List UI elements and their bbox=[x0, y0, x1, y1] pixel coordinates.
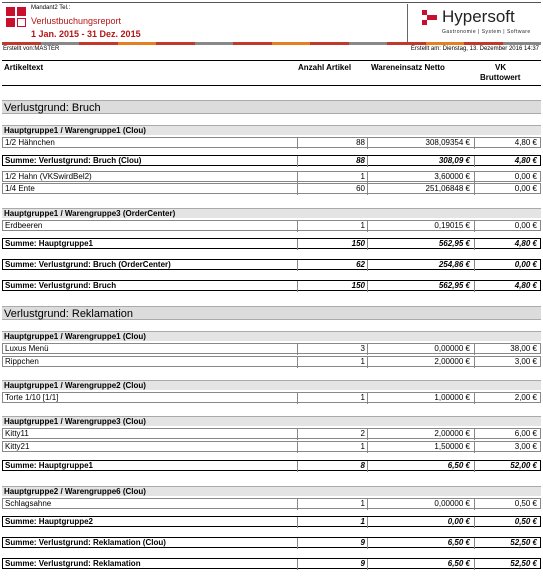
stripe-segment bbox=[156, 42, 195, 45]
cell-name: 1/4 Ente bbox=[5, 184, 35, 193]
header-top-line bbox=[2, 2, 541, 3]
hypersoft-logo bbox=[407, 4, 541, 42]
column-header bbox=[2, 60, 541, 86]
cell-name: Summe: Hauptgruppe1 bbox=[5, 239, 94, 248]
cell-netto: 2,00000 € bbox=[367, 357, 474, 368]
created-by: Erstellt von:MASTER bbox=[3, 46, 60, 52]
cell-netto: 1,50000 € bbox=[367, 442, 474, 453]
stripe-segment bbox=[272, 42, 311, 45]
group-header: Hauptgruppe1 / Warengruppe1 (Clou) bbox=[2, 125, 541, 135]
cell-anzahl: 150 bbox=[297, 239, 367, 250]
cell-netto: 254,86 € bbox=[367, 260, 474, 271]
cell-netto: 1,00000 € bbox=[367, 393, 474, 404]
cell-vk: 0,00 € bbox=[474, 172, 540, 183]
cell-netto: 308,09 € bbox=[367, 156, 474, 167]
cell-name: Summe: Verlustgrund: Bruch bbox=[5, 281, 117, 290]
table-row bbox=[2, 498, 541, 509]
table-row bbox=[2, 392, 541, 403]
cell-netto: 6,50 € bbox=[367, 461, 474, 472]
table-row bbox=[2, 137, 541, 148]
cell-name: Summe: Hauptgruppe1 bbox=[5, 461, 94, 470]
cell-name: Kitty21 bbox=[5, 442, 30, 451]
cell-name: Summe: Verlustgrund: Bruch (Clou) bbox=[5, 156, 142, 165]
summary-row bbox=[2, 460, 541, 471]
created-at: Erstellt am: Dienstag, 13. Dezember 2016 14:37 bbox=[410, 46, 539, 52]
report-title: Verlustbuchungsreport bbox=[31, 16, 122, 26]
group-header: Hauptgruppe1 / Warengruppe3 (OrderCenter) bbox=[2, 208, 541, 218]
cell-vk: 52,00 € bbox=[474, 461, 540, 472]
section-header: Verlustgrund: Bruch bbox=[2, 100, 541, 114]
group-header: Hauptgruppe1 / Warengruppe2 (Clou) bbox=[2, 380, 541, 390]
cell-vk: 4,80 € bbox=[474, 281, 540, 292]
cell-name: 1/2 Hahn (VKSwirdBel2) bbox=[5, 172, 92, 181]
cell-netto: 0,19015 € bbox=[367, 221, 474, 232]
stripe-segment bbox=[426, 42, 465, 45]
summary-row bbox=[2, 280, 541, 291]
cell-netto: 0,00000 € bbox=[367, 499, 474, 510]
cell-netto: 0,00000 € bbox=[367, 344, 474, 355]
cell-vk: 4,80 € bbox=[474, 156, 540, 167]
table-row bbox=[2, 356, 541, 367]
mandant-label: Mandant2 Tel.: bbox=[31, 5, 71, 11]
cell-anzahl: 3 bbox=[297, 344, 367, 355]
logo-tagline: Gastronomie | System | Software bbox=[442, 29, 531, 35]
col-anzahl: Anzahl Artikel bbox=[298, 63, 352, 72]
cell-anzahl: 62 bbox=[297, 260, 367, 271]
cell-netto: 562,95 € bbox=[367, 239, 474, 250]
stripe-segment bbox=[233, 42, 272, 45]
cell-name: Summe: Verlustgrund: Bruch (OrderCenter) bbox=[5, 260, 171, 269]
cell-vk: 52,50 € bbox=[474, 538, 540, 549]
section-header: Verlustgrund: Reklamation bbox=[2, 306, 541, 320]
table-row bbox=[2, 183, 541, 194]
cell-anzahl: 8 bbox=[297, 461, 367, 472]
stripe-segment bbox=[349, 42, 388, 45]
stripe-segment bbox=[195, 42, 234, 45]
report-header bbox=[2, 2, 541, 42]
cell-anzahl: 1 bbox=[297, 393, 367, 404]
cell-anzahl: 60 bbox=[297, 184, 367, 195]
cell-vk: 38,00 € bbox=[474, 344, 540, 355]
summary-row bbox=[2, 558, 541, 569]
cell-name: Kitty11 bbox=[5, 429, 29, 438]
cell-anzahl: 150 bbox=[297, 281, 367, 292]
cell-anzahl: 88 bbox=[297, 156, 367, 167]
stripe-segment bbox=[464, 42, 503, 45]
cell-name: Rippchen bbox=[5, 357, 39, 366]
cell-netto: 251,06848 € bbox=[367, 184, 474, 195]
color-stripe-bar bbox=[2, 42, 541, 45]
cell-vk: 52,50 € bbox=[474, 559, 540, 570]
cell-name: 1/2 Hähnchen bbox=[5, 138, 55, 147]
col-vk: VK bbox=[495, 63, 507, 72]
stripe-segment bbox=[41, 42, 80, 45]
stripe-segment bbox=[310, 42, 349, 45]
cell-vk: 0,00 € bbox=[474, 260, 540, 271]
cell-anzahl: 1 bbox=[297, 357, 367, 368]
cell-name: Erdbeeren bbox=[5, 221, 43, 230]
cell-name: Summe: Hauptgruppe2 bbox=[5, 517, 94, 526]
cell-netto: 562,95 € bbox=[367, 281, 474, 292]
stripe-segment bbox=[503, 42, 542, 45]
cell-netto: 0,00 € bbox=[367, 517, 474, 528]
summary-row bbox=[2, 259, 541, 270]
cell-anzahl: 9 bbox=[297, 538, 367, 549]
col-bruttowert: Bruttowert bbox=[480, 73, 521, 82]
cell-vk: 3,00 € bbox=[474, 357, 540, 368]
cell-anzahl: 88 bbox=[297, 138, 367, 149]
table-row bbox=[2, 343, 541, 354]
cell-vk: 0,50 € bbox=[474, 499, 540, 510]
summary-row bbox=[2, 516, 541, 527]
cell-vk: 3,00 € bbox=[474, 442, 540, 453]
group-header: Hauptgruppe2 / Warengruppe6 (Clou) bbox=[2, 486, 541, 496]
report-period: 1 Jan. 2015 - 31 Dez. 2015 bbox=[31, 29, 141, 39]
group-header: Hauptgruppe1 / Warengruppe1 (Clou) bbox=[2, 331, 541, 341]
cell-vk: 4,80 € bbox=[474, 138, 540, 149]
cell-netto: 6,50 € bbox=[367, 538, 474, 549]
stripe-segment bbox=[2, 42, 41, 45]
table-row bbox=[2, 220, 541, 231]
cell-anzahl: 1 bbox=[297, 517, 367, 528]
cell-name: Luxus Menü bbox=[5, 344, 49, 353]
stripe-segment bbox=[118, 42, 157, 45]
cell-vk: 2,00 € bbox=[474, 393, 540, 404]
col-wareneinsatz: Wareneinsatz Netto bbox=[371, 63, 445, 72]
cell-anzahl: 9 bbox=[297, 559, 367, 570]
summary-row bbox=[2, 537, 541, 548]
cell-name: Summe: Verlustgrund: Reklamation bbox=[5, 559, 141, 568]
cell-anzahl: 1 bbox=[297, 221, 367, 232]
cell-netto: 6,50 € bbox=[367, 559, 474, 570]
cell-netto: 3,60000 € bbox=[367, 172, 474, 183]
cell-vk: 0,50 € bbox=[474, 517, 540, 528]
cell-anzahl: 1 bbox=[297, 442, 367, 453]
cell-vk: 4,80 € bbox=[474, 239, 540, 250]
summary-row bbox=[2, 155, 541, 166]
cell-vk: 0,00 € bbox=[474, 221, 540, 232]
cell-name: Schlagsahne bbox=[5, 499, 52, 508]
table-row bbox=[2, 428, 541, 439]
logo-word: Hypersoft bbox=[442, 7, 515, 26]
table-row bbox=[2, 441, 541, 452]
summary-row bbox=[2, 238, 541, 249]
cell-anzahl: 1 bbox=[297, 172, 367, 183]
table-row bbox=[2, 171, 541, 182]
group-header: Hauptgruppe1 / Warengruppe3 (Clou) bbox=[2, 416, 541, 426]
stripe-segment bbox=[79, 42, 118, 45]
stripe-segment bbox=[387, 42, 426, 45]
cell-name: Torte 1/10 [1/1] bbox=[5, 393, 59, 402]
hypersoft-arrow-icon bbox=[422, 10, 438, 26]
cell-vk: 0,00 € bbox=[474, 184, 540, 195]
cell-anzahl: 1 bbox=[297, 499, 367, 510]
cell-netto: 308,09354 € bbox=[367, 138, 474, 149]
cell-netto: 2,00000 € bbox=[367, 429, 474, 440]
cell-name: Summe: Verlustgrund: Reklamation (Clou) bbox=[5, 538, 166, 547]
col-artikeltext: Artikeltext bbox=[4, 63, 44, 72]
cell-anzahl: 2 bbox=[297, 429, 367, 440]
cell-vk: 6,00 € bbox=[474, 429, 540, 440]
mandant-logo-icon bbox=[6, 7, 26, 27]
